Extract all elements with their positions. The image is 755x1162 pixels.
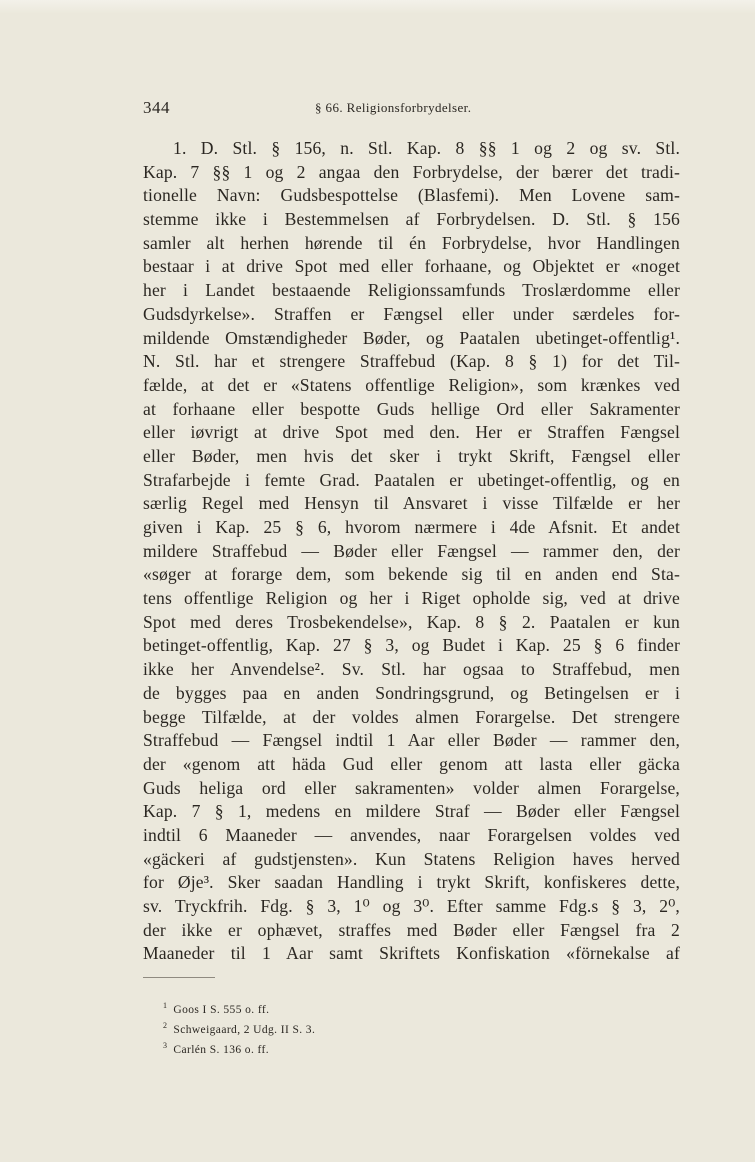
text-line: samler alt herhen hørende til én Forbrydelse, hvor Handlingen (143, 232, 680, 253)
text-line: de bygges paa en anden Sondringsgrund, og Betingelsen er i (143, 682, 680, 703)
text-line: Kap. 7 §§ 1 og 2 angaa den Forbrydelse, der bærer det tradi- (143, 161, 680, 182)
text-line: begge Tilfælde, at der voldes almen Forargelse. Det strengere (143, 706, 680, 727)
text-line: Straffebud — Fængsel indtil 1 Aar eller Bøder — rammer den, (143, 730, 680, 751)
text-line: N. Stl. har et strengere Straffebud (Kap. 8 § 1) for det Til- (143, 351, 680, 372)
text-line: Spot med deres Trosbekendelse», Kap. 8 § 2. Paatalen er kun (143, 611, 680, 632)
text-line: tens offentlige Religion og her i Riget opholde sig, ved at drive (143, 588, 680, 609)
footnote-mark: 1 (163, 1001, 168, 1010)
footnote-text: Goos I S. 555 o. ff. (173, 1003, 270, 1016)
footnote-text: Carlén S. 136 o. ff. (173, 1043, 270, 1056)
text-line: sv. Tryckfrih. Fdg. § 3, 1⁰ og 3⁰. Efter samme Fdg.s § 3, 2⁰, (143, 896, 680, 916)
running-head: § 66. Religionsforbrydelser. (315, 100, 472, 115)
footnote-mark: 2 (163, 1021, 168, 1030)
text-line: eller iøvrigt at drive Spot med den. Her er Straffen Fængsel (143, 422, 680, 443)
text-line: der ikke er ophævet, straffes med Bøder eller Fængsel fra 2 (143, 919, 680, 940)
text-line: Guds heliga ord eller sakramenten» volder almen Forargelse, (143, 777, 680, 798)
footnote (163, 1036, 463, 1056)
text-line: mildende Omstændigheder Bøder, og Paatalen ubetinget-offentlig¹. (143, 327, 680, 348)
text-line: «søger at forarge dem, som bekende sig til en anden end Sta- (143, 564, 680, 585)
text-line: stemme ikke i Bestemmelsen af Forbrydelsen. D. Stl. § 156 (143, 209, 680, 230)
footnotes (163, 996, 463, 1056)
text-line: for Øje³. Sker saadan Handling i trykt Skrift, konfiskeres dette, (143, 872, 680, 893)
footnote-mark: 3 (163, 1041, 168, 1050)
text-line: given i Kap. 25 § 6, hvorom nærmere i 4de Afsnit. Et andet (143, 517, 680, 537)
text-line: tionelle Navn: Gudsbespottelse (Blasfemi). Men Lovene sam- (143, 185, 680, 206)
page-number: 344 (143, 98, 170, 117)
text-line: at forhaane eller bespotte Guds hellige Ord eller Sakramenter (143, 398, 680, 419)
page-header (143, 98, 683, 122)
text-line: Strafarbejde i femte Grad. Paatalen er ubetinget-offentlig, og en (143, 469, 680, 490)
footnote (163, 1016, 463, 1036)
text-line: ikke her Anvendelse². Sv. Stl. har ogsaa to Straffebud, men (143, 659, 680, 680)
text-line: indtil 6 Maaneder — anvendes, naar Forargelsen voldes ved (143, 824, 680, 845)
text-line: mildere Straffebud — Bøder eller Fængsel — rammer den, der (143, 540, 680, 561)
footnote (163, 996, 463, 1016)
text-line: eller Bøder, men hvis det sker i trykt Skrift, Fængsel eller (143, 445, 680, 466)
text-line: betinget-offentlig, Kap. 27 § 3, og Budet i Kap. 25 § 6 finder (143, 635, 680, 656)
text-line: bestaar i at drive Spot med eller forhaane, og Objektet er «noget (143, 256, 680, 277)
text-line: Kap. 7 § 1, medens en mildere Straf — Bøder eller Fængsel (143, 801, 680, 822)
footnote-divider (143, 977, 215, 978)
text-line: fælde, at det er «Statens offentlige Religion», som krænkes ved (143, 374, 680, 395)
text-line: Gudsdyrkelse». Straffen er Fængsel eller under særdeles for- (143, 303, 680, 324)
text-line: Maaneder til 1 Aar samt Skriftets Konfiskation «förnekalse af (143, 943, 680, 964)
text-line: 1. D. Stl. § 156, n. Stl. Kap. 8 §§ 1 og 2 og sv. Stl. (173, 138, 680, 158)
text-line: særlig Regel med Hensyn til Ansvaret i visse Tilfælde er her (143, 493, 680, 514)
text-line: der «genom att häda Gud eller genom att lasta eller gäcka (143, 753, 680, 774)
page-top-edge (0, 0, 755, 14)
text-line: her i Landet bestaaende Religionssamfunds Troslærdomme eller (143, 280, 680, 301)
text-line: «gäckeri af gudstjensten». Kun Statens Religion haves herved (143, 848, 680, 869)
body-text (143, 137, 680, 966)
footnote-text: Schweigaard, 2 Udg. II S. 3. (173, 1023, 316, 1036)
